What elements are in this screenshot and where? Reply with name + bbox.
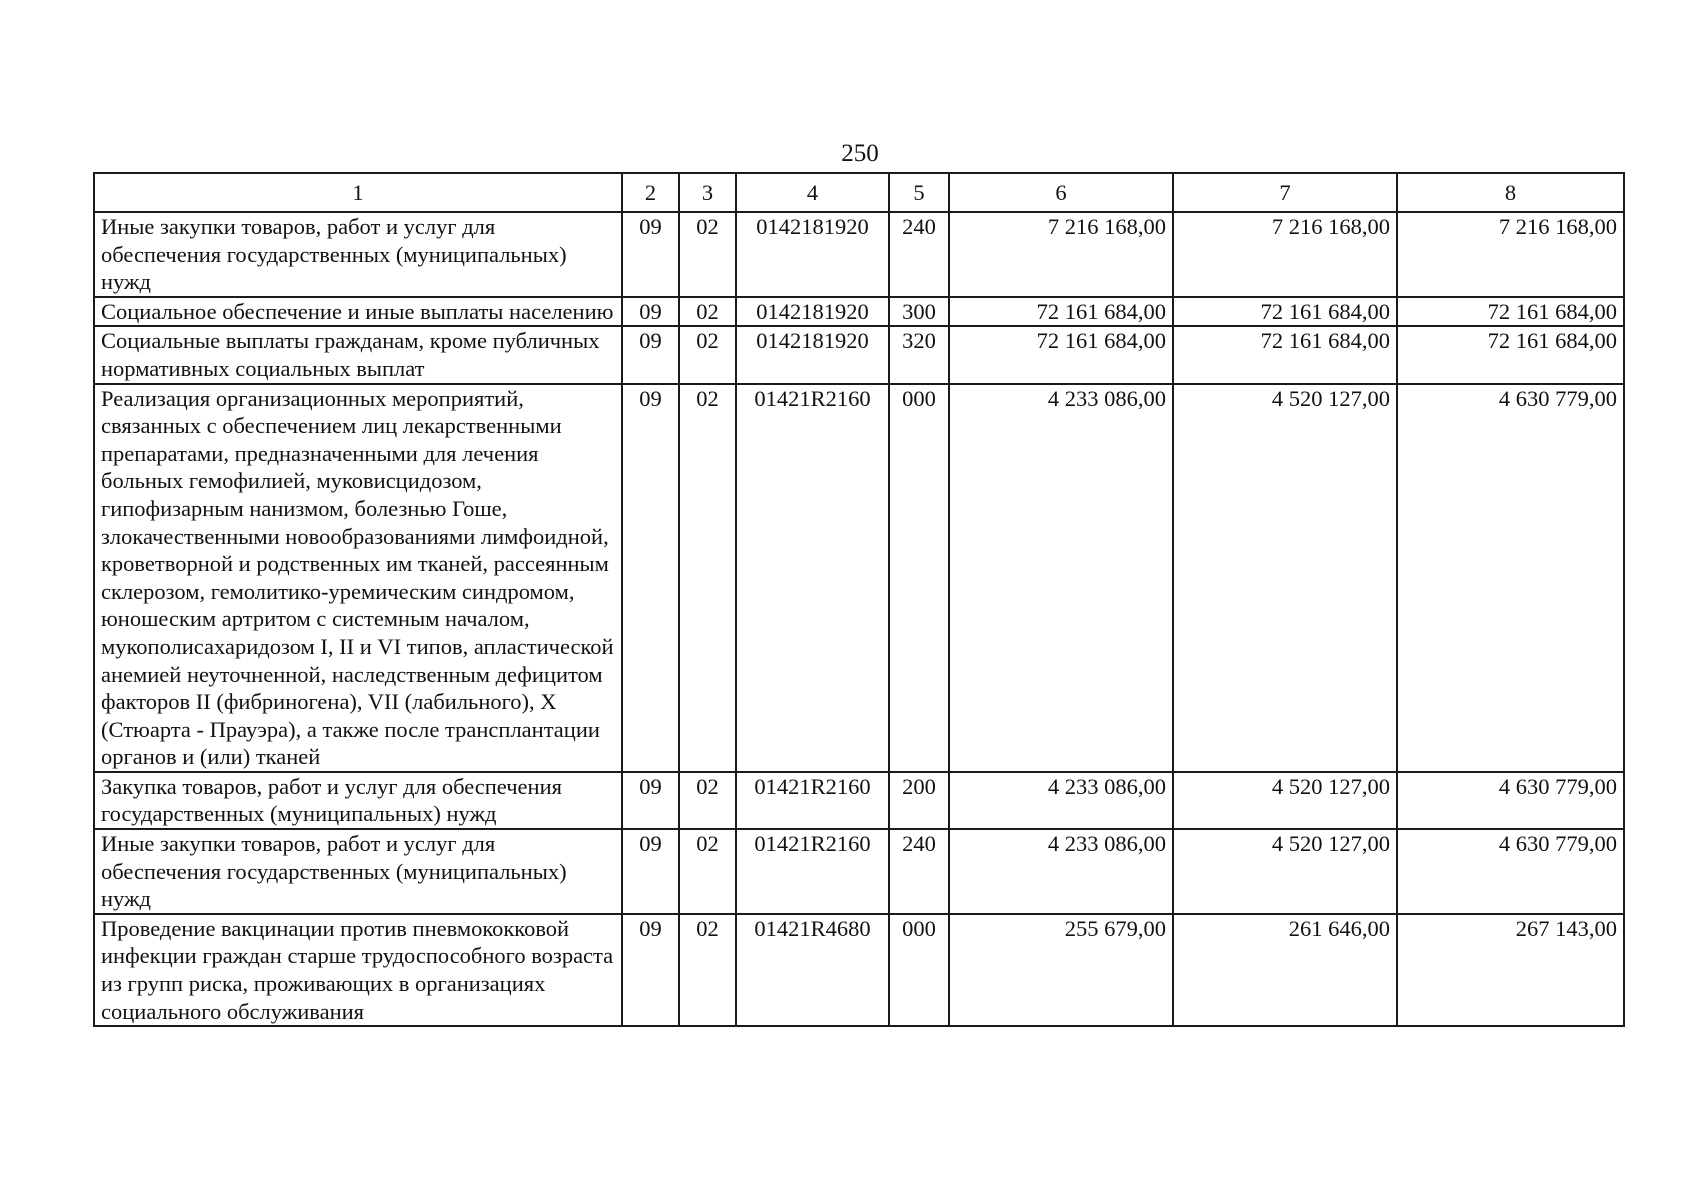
section-code: 09 [622,212,679,297]
amount-col6: 7 216 168,00 [949,212,1173,297]
expense-type-code: 000 [889,914,949,1026]
subsection-code: 02 [679,914,736,1026]
row-name: Социальные выплаты гражданам, кроме публичных нормативных социальных выплат [94,326,622,383]
row-name: Иные закупки товаров, работ и услуг для обеспечения государственных (муниципальных) нужд [94,829,622,914]
amount-col7: 7 216 168,00 [1173,212,1397,297]
section-code: 09 [622,297,679,327]
amount-col7: 4 520 127,00 [1173,772,1397,829]
table-row [94,212,1624,297]
section-code: 09 [622,384,679,772]
amount-col7: 4 520 127,00 [1173,829,1397,914]
expense-type-code: 240 [889,829,949,914]
table-row [94,829,1624,914]
target-article-code: 01421R2160 [736,772,889,829]
amount-col8: 267 143,00 [1397,914,1624,1026]
row-name: Социальное обеспечение и иные выплаты населению [94,297,622,327]
target-article-code: 0142181920 [736,297,889,327]
column-header: 8 [1397,173,1624,212]
section-code: 09 [622,772,679,829]
page-number: 250 [841,140,879,167]
column-header: 4 [736,173,889,212]
target-article-code: 01421R4680 [736,914,889,1026]
column-header: 1 [94,173,622,212]
target-article-code: 01421R2160 [736,384,889,772]
table-row [94,914,1624,1026]
amount-col6: 72 161 684,00 [949,297,1173,327]
expense-type-code: 200 [889,772,949,829]
section-code: 09 [622,914,679,1026]
target-article-code: 01421R2160 [736,829,889,914]
amount-col8: 4 630 779,00 [1397,384,1624,772]
row-name: Иные закупки товаров, работ и услуг для обеспечения государственных (муниципальных) нужд [94,212,622,297]
row-name: Закупка товаров, работ и услуг для обеспечения государственных (муниципальных) нужд [94,772,622,829]
amount-col6: 4 233 086,00 [949,772,1173,829]
amount-col7: 72 161 684,00 [1173,297,1397,327]
amount-col8: 72 161 684,00 [1397,326,1624,383]
column-header: 2 [622,173,679,212]
subsection-code: 02 [679,297,736,327]
expense-type-code: 000 [889,384,949,772]
expense-type-code: 240 [889,212,949,297]
amount-col8: 4 630 779,00 [1397,829,1624,914]
table-row [94,326,1624,383]
amount-col7: 4 520 127,00 [1173,384,1397,772]
subsection-code: 02 [679,772,736,829]
subsection-code: 02 [679,384,736,772]
header-row [94,173,1624,212]
amount-col7: 72 161 684,00 [1173,326,1397,383]
row-name: Проведение вакцинации против пневмококковой инфекции граждан старше трудоспособного возраста из групп риска, проживающих в организациях социального обслуживания [94,914,622,1026]
column-header: 7 [1173,173,1397,212]
column-header: 5 [889,173,949,212]
amount-col8: 4 630 779,00 [1397,772,1624,829]
amount-col6: 4 233 086,00 [949,829,1173,914]
amount-col6: 4 233 086,00 [949,384,1173,772]
amount-col8: 7 216 168,00 [1397,212,1624,297]
expense-type-code: 320 [889,326,949,383]
amount-col6: 255 679,00 [949,914,1173,1026]
expense-type-code: 300 [889,297,949,327]
amount-col6: 72 161 684,00 [949,326,1173,383]
subsection-code: 02 [679,212,736,297]
subsection-code: 02 [679,829,736,914]
column-header: 3 [679,173,736,212]
amount-col7: 261 646,00 [1173,914,1397,1026]
amount-col8: 72 161 684,00 [1397,297,1624,327]
target-article-code: 0142181920 [736,212,889,297]
row-name: Реализация организационных мероприятий, связанных с обеспечением лиц лекарственными препаратами, предназначенными для лечения больных гемофилией, муковисцидозом, гипофизарным нанизмом, болезнью Гоше, злокачественными новообразованиями лимфоидной, кроветворной и родственных им тканей, рассеянным склерозом, гемолитико-уремическим синдромом, юношеским артритом с системным началом, мукополисахаридозом I, II и VI типов, апластической анемией неуточненной, наследственным дефицитом факторов II (фибриногена), VII (лабильного), X (Стюарта - Прауэра), а также после трансплантации органов и (или) тканей [94,384,622,772]
table-row [94,772,1624,829]
column-header: 6 [949,173,1173,212]
table-row [94,384,1624,772]
subsection-code: 02 [679,326,736,383]
section-code: 09 [622,326,679,383]
budget-table [93,172,1625,1027]
target-article-code: 0142181920 [736,326,889,383]
section-code: 09 [622,829,679,914]
table-row [94,297,1624,327]
